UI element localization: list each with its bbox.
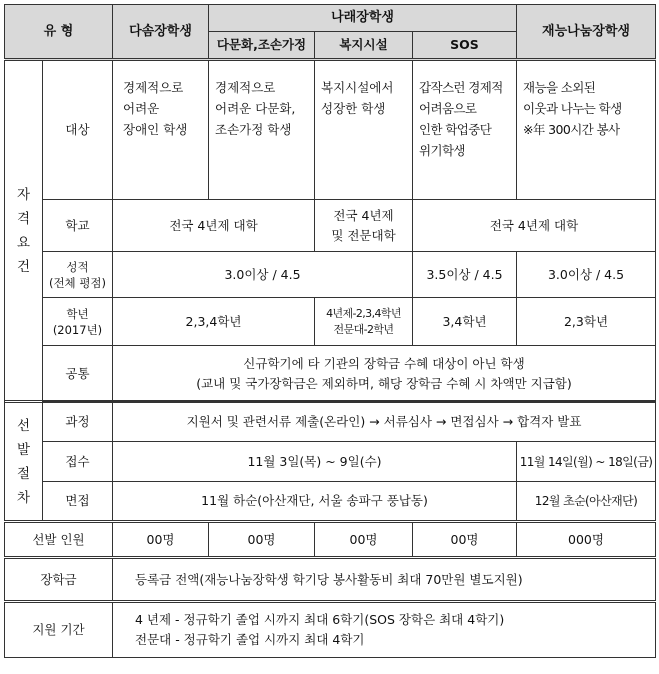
headcount-sos: 00명: [413, 522, 517, 558]
scholarship-label: 장학금: [5, 558, 113, 602]
reception-main: 11월 3일(목) ~ 9일(수): [113, 442, 517, 482]
scholarship-text: 등록금 전액(재능나눔장학생 학기당 봉사활동비 최대 70만원 별도지원): [113, 558, 656, 602]
header-row: [5, 5, 656, 32]
reception-row: [5, 442, 656, 482]
interview-neung: 12월 초순(아산재단): [517, 482, 656, 522]
headcount-row: [5, 522, 656, 558]
reception-neung: 11월 14일(월) ~ 18일(금): [517, 442, 656, 482]
target-multicultural: 경제적으로 어려운 다문화, 조손가정 학생: [209, 60, 315, 200]
interview-main: 11월 하순(아산재단, 서울 송파구 풍납동): [113, 482, 517, 522]
target-sos: 갑작스런 경제적 어려움으로 인한 학업중단 위기학생: [413, 60, 517, 200]
school-dasom-multicultural: 전국 4년제 대학: [113, 200, 315, 252]
common-text: 신규학기에 타 기관의 장학금 수혜 대상이 아닌 학생 (교내 및 국가장학금은 제외하며, 해당 장학금 수혜 시 차액만 지급함): [113, 346, 656, 402]
headcount-label: 선발 인원: [5, 522, 113, 558]
process-label: 과정: [43, 402, 113, 442]
header-welfare: 복지시설: [315, 32, 413, 60]
school-row: [5, 200, 656, 252]
common-row: [5, 346, 656, 402]
header-sos: SOS: [413, 32, 517, 60]
header-dasom: 다솜장학생: [113, 5, 209, 60]
header-neung: 재능나눔장학생: [517, 5, 656, 60]
reception-label: 접수: [43, 442, 113, 482]
school-welfare: 전국 4년제 및 전문대학: [315, 200, 413, 252]
year-label: 학년 (2017년): [43, 298, 113, 346]
process-text: 지원서 및 관련서류 제출(온라인) → 서류심사 → 면접심사 → 합격자 발표: [113, 402, 656, 442]
process-row: [5, 402, 656, 442]
headcount-neung: 000명: [517, 522, 656, 558]
year-sos: 3,4학년: [413, 298, 517, 346]
headcount-welfare: 00명: [315, 522, 413, 558]
header-narae: 나래장학생: [209, 5, 517, 32]
target-row: [5, 60, 656, 200]
target-neung: 재능을 소외된 이웃과 나누는 학생 ※年 300시간 봉사: [517, 60, 656, 200]
header-multicultural: 다문화,조손가정: [209, 32, 315, 60]
year-neung: 2,3학년: [517, 298, 656, 346]
headcount-multicultural: 00명: [209, 522, 315, 558]
common-label: 공통: [43, 346, 113, 402]
target-welfare: 복지시설에서 성장한 학생: [315, 60, 413, 200]
interview-row: [5, 482, 656, 522]
period-label: 지원 기간: [5, 602, 113, 658]
selection-group-label: 선 발 절 차: [5, 402, 43, 522]
target-dasom: 경제적으로 어려운 장애인 학생: [113, 60, 209, 200]
header-type: 유 형: [5, 5, 113, 60]
period-row: [5, 602, 656, 658]
school-label: 학교: [43, 200, 113, 252]
year-row: [5, 298, 656, 346]
scholarship-table: [4, 4, 656, 658]
gpa-neung: 3.0이상 / 4.5: [517, 252, 656, 298]
target-label: 대상: [43, 60, 113, 200]
scholarship-row: [5, 558, 656, 602]
year-welfare: 4년제-2,3,4학년 전문대-2학년: [315, 298, 413, 346]
year-dasom-multicultural: 2,3,4학년: [113, 298, 315, 346]
interview-label: 면접: [43, 482, 113, 522]
gpa-label: 성적 (전체 평점): [43, 252, 113, 298]
eligibility-group-label: 자 격 요 건: [5, 60, 43, 402]
gpa-row: [5, 252, 656, 298]
school-sos-neung: 전국 4년제 대학: [413, 200, 656, 252]
period-text: 4 년제 - 정규학기 졸업 시까지 최대 6학기(SOS 장학은 최대 4학기) 전문대 - 정규학기 졸업 시까지 최대 4학기: [113, 602, 656, 658]
gpa-sos: 3.5이상 / 4.5: [413, 252, 517, 298]
gpa-dasom-welfare: 3.0이상 / 4.5: [113, 252, 413, 298]
headcount-dasom: 00명: [113, 522, 209, 558]
